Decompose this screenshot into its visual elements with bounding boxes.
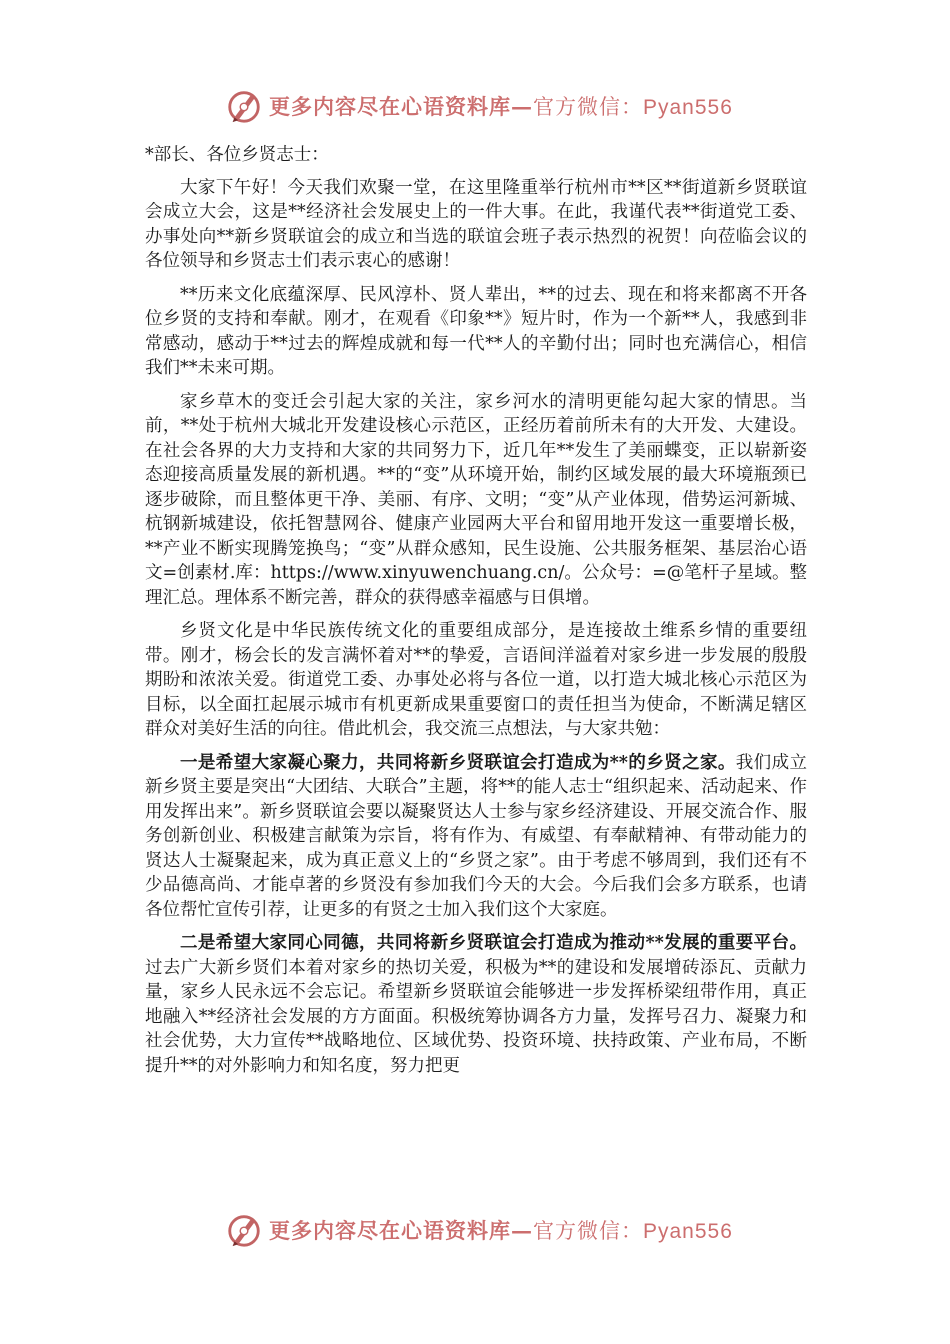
paragraph-culture: 乡贤文化是中华民族传统文化的重要组成部分，是连接故土维系乡情的重要纽带。刚才，杨会长的发言满怀着对**的挚爱，言语间洋溢着对家乡进一步发展的殷殷期盼和浓浓关爱。街道党工委、办事处必将与各位一道，以打造大城北核心示范区为目标，以全面扛起展示城市有机更新成果重要窗口的责任担当为使命，不断满足辖区群众对美好生活的向往。借此机会，我交流三点想法，与大家共勉： [145, 621, 807, 739]
point-one-heading: 一是希望大家凝心聚力，共同将新乡贤联谊会打造成为**的乡贤之家。 [180, 752, 736, 773]
pen-circle-icon [225, 87, 263, 125]
paragraph-history: **历来文化底蕴深厚、民风淳朴、贤人辈出，**的过去、现在和将来都离不开各位乡贤的支持和奉献。刚才，在观看《印象**》短片时，作为一个新**人，我感到非常感动，感动于**过去的辉煌成就和每一代**人的辛勤付出；同时也充满信心，相信我们**未来可期。 [145, 284, 807, 378]
paragraph-changes: 家乡草木的变迁会引起大家的关注，家乡河水的清明更能勾起大家的情思。当前，**处于杭州大城北开发建设核心示范区，正经历着前所未有的大开发、大建设。在社会各界的大力支持和大家的共同努力下，近几年**发生了美丽蝶变，正以崭新姿态迎接高质量发展的新机遇。**的“变”从环境开始，制约区域发展的最大环境瓶颈已逐步破除，而且整体更干净、美丽、有序、文明；“变”从产业体现，借势运河新城、杭钢新城建设，依托智慧网谷、健康产业园两大平台和留用地开发这一重要增长极，**产业不断实现腾笼换鸟；“变”从群众感知，民生设施、公共服务框架、基层治心语文=创素材.库：https://www.xinyuwenchuang.cn/。公众号：=@笔杆子星域。整理汇总。理体系不断完善，群众的获得感幸福感与日俱增。 [145, 391, 807, 608]
paragraph-point-one [145, 751, 807, 923]
banner-wechat: 官方微信：Pyan556 [533, 96, 733, 119]
point-one-body: 我们成立新乡贤主要是突出“大团结、大联合”主题，将**的能人志士“组织起来、活动起来、作用发挥出来”。新乡贤联谊会要以凝聚贤达人士参与家乡经济建设、开展交流合作、服务创新创业、积极建言献策为宗旨，将有作为、有威望、有奉献精神、有带动能力的贤达人士凝聚起来，成为真正意义上的“乡贤之家”。由于考虑不够周到，我们还有不少品德高尚、才能卓著的乡贤没有参加我们今天的大会。今后我们会多方联系，也请各位帮忙宣传引荐，让更多的有贤之士加入我们这个大家庭。 [145, 752, 807, 920]
point-two-heading: 二是希望大家同心同德，共同将新乡贤联谊会打造成为推动**发展的重要平台。 [180, 933, 807, 953]
document-body [145, 143, 807, 1087]
point-two-body: 过去广大新乡贤们本着对家乡的热切关爱，积极为**的建设和发展增砖添瓦、贡献力量，家乡人民永远不会忘记。希望新乡贤联谊会能够进一步发挥桥梁纽带作用，真正地融入**经济社会发展的方方面面。积极统筹协调各方力量，发挥号召力、凝聚力和社会优势，大力宣传**战略地位、区域优势、投资环境、扶持政策、产业布局，不断提升**的对外影响力和知名度，努力把更 [145, 957, 807, 1076]
footer-banner [225, 1208, 745, 1252]
banner-wechat: 官方微信：Pyan556 [533, 1220, 733, 1243]
paragraph-welcome: 大家下午好！今天我们欢聚一堂，在这里隆重举行杭州市**区**街道新乡贤联谊会成立大会，这是**经济社会发展史上的一件大事。在此，我谨代表**街道党工委、办事处向**新乡贤联谊会的成立和当选的联谊会班子表示热烈的祝贺！向莅临会议的各位领导和乡贤志士们表示衷心的感谢！ [145, 177, 807, 271]
banner-text: 更多内容尽在心语资料库—官方微信：Pyan556 [269, 1218, 733, 1243]
banner-text: 更多内容尽在心语资料库—官方微信：Pyan556 [269, 94, 733, 119]
header-banner [225, 84, 745, 128]
salutation: *部长、各位乡贤志士： [145, 145, 329, 165]
paragraph-point-two [145, 931, 807, 1078]
pen-circle-icon [225, 1211, 263, 1249]
